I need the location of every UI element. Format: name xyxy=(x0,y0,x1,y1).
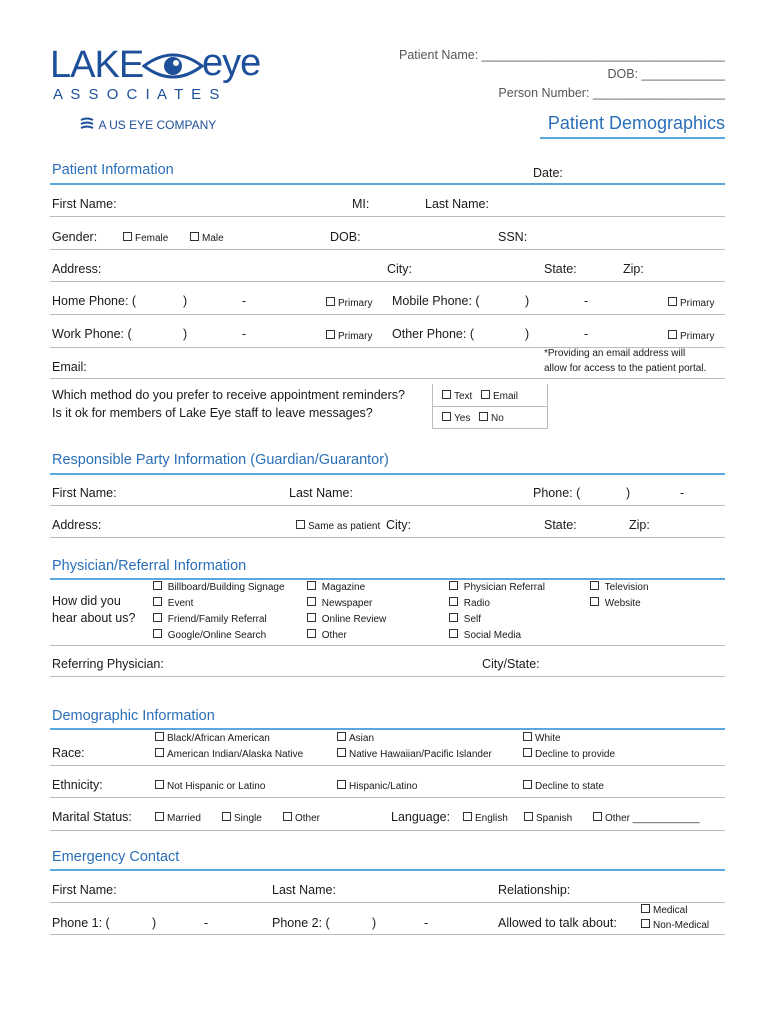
eye-logo-icon xyxy=(142,50,204,82)
email-note-line2: allow for access to the patient portal. xyxy=(544,363,707,374)
home-primary-checkbox[interactable]: Primary xyxy=(326,297,372,309)
option-self[interactable]: Self xyxy=(449,613,481,625)
ec-last-name-label[interactable]: Last Name: xyxy=(272,883,336,897)
logo-subtitle: A S S O C I A T E S xyxy=(53,86,222,103)
rp-first-name-label[interactable]: First Name: xyxy=(52,486,117,500)
other-phone-label[interactable]: Other Phone: ( xyxy=(392,327,474,341)
checkbox-icon xyxy=(123,232,132,241)
patient-name-field[interactable]: Patient Name: ___________________________________ xyxy=(399,48,725,62)
option-online-review[interactable]: Online Review xyxy=(307,613,386,625)
ec-phone2-label[interactable]: Phone 2: ( xyxy=(272,916,330,930)
ethnicity-label: Ethnicity: xyxy=(52,778,103,792)
checkbox-icon xyxy=(641,919,650,928)
checkbox-icon xyxy=(190,232,199,241)
section-physician-referral: Physician/Referral Information xyxy=(52,558,247,574)
checkbox-icon xyxy=(283,812,292,821)
how-heard-label-1: How did you xyxy=(52,594,121,608)
other-phone-dash: - xyxy=(584,327,589,341)
rp-phone-label[interactable]: Phone: ( xyxy=(533,486,581,500)
marital-married[interactable]: Married xyxy=(155,812,201,824)
rp-city-label[interactable]: City: xyxy=(386,518,411,532)
female-checkbox[interactable]: Female xyxy=(123,232,168,244)
mobile-phone-paren: ) xyxy=(525,294,530,308)
checkbox-icon xyxy=(296,520,305,529)
first-name-label[interactable]: First Name: xyxy=(52,197,117,211)
checkbox-icon xyxy=(523,748,532,757)
checkbox-icon xyxy=(668,297,677,306)
home-phone-paren: ) xyxy=(183,294,188,308)
checkbox-icon xyxy=(523,732,532,741)
state-label[interactable]: State: xyxy=(544,262,577,276)
checkbox-icon xyxy=(155,748,164,757)
home-phone-label[interactable]: Home Phone: ( xyxy=(52,294,137,308)
ethnicity-decline[interactable]: Decline to state xyxy=(523,780,604,792)
email-label[interactable]: Email: xyxy=(52,360,87,374)
ssn-label[interactable]: SSN: xyxy=(498,230,528,244)
checkbox-icon xyxy=(155,812,164,821)
checkbox-icon xyxy=(668,330,677,339)
title-rule xyxy=(540,137,725,139)
option-radio[interactable]: Radio xyxy=(449,597,490,609)
checkbox-icon xyxy=(463,812,472,821)
other-phone-paren: ) xyxy=(525,327,530,341)
rp-phone-paren: ) xyxy=(626,486,631,500)
ethnicity-not-hispanic[interactable]: Not Hispanic or Latino xyxy=(155,780,265,792)
work-phone-paren: ) xyxy=(183,327,188,341)
yes-checkbox[interactable]: Yes xyxy=(442,412,470,424)
checkbox-icon xyxy=(337,748,346,757)
option-google[interactable]: Google/Online Search xyxy=(153,629,266,641)
checkbox-icon xyxy=(153,597,162,606)
work-phone-dash: - xyxy=(242,327,247,341)
checkbox-icon xyxy=(449,581,458,590)
marital-status-label: Marital Status: xyxy=(52,810,132,824)
allowed-non-medical-checkbox[interactable]: Non-Medical xyxy=(641,919,709,931)
checkbox-icon xyxy=(442,390,451,399)
rp-state-label[interactable]: State: xyxy=(544,518,577,532)
option-magazine[interactable]: Magazine xyxy=(307,581,365,593)
checkbox-icon xyxy=(153,629,162,638)
checkbox-icon xyxy=(641,904,650,913)
option-website[interactable]: Website xyxy=(590,597,641,609)
checkbox-icon xyxy=(449,629,458,638)
checkbox-icon xyxy=(524,812,533,821)
checkbox-icon xyxy=(523,780,532,789)
ec-phone2-dash: - xyxy=(424,916,429,930)
referring-physician-label[interactable]: Referring Physician: xyxy=(52,657,164,671)
ec-phone1-dash: - xyxy=(204,916,209,930)
email-checkbox[interactable]: Email xyxy=(481,390,518,402)
ec-phone1-paren: ) xyxy=(152,916,157,930)
checkbox-icon xyxy=(479,412,488,421)
checkbox-icon xyxy=(307,597,316,606)
option-billboard[interactable]: Billboard/Building Signage xyxy=(153,581,285,593)
language-label: Language: xyxy=(391,810,451,824)
rp-phone-dash: - xyxy=(680,486,685,500)
ec-first-name-label[interactable]: First Name: xyxy=(52,883,117,897)
option-television[interactable]: Television xyxy=(590,581,649,593)
checkbox-icon xyxy=(590,597,599,606)
rp-zip-label[interactable]: Zip: xyxy=(629,518,650,532)
page-title: Patient Demographics xyxy=(547,113,725,133)
checkbox-icon xyxy=(449,597,458,606)
section-emergency-contact: Emergency Contact xyxy=(52,849,180,865)
same-as-patient-checkbox[interactable]: Same as patient xyxy=(296,520,380,532)
checkbox-icon xyxy=(155,732,164,741)
email-note-line1: *Providing an email address will xyxy=(544,348,686,359)
ec-relationship-label[interactable]: Relationship: xyxy=(498,883,571,897)
checkbox-icon xyxy=(337,732,346,741)
city-label[interactable]: City: xyxy=(387,262,412,276)
no-checkbox[interactable]: No xyxy=(479,412,504,424)
address-label[interactable]: Address: xyxy=(52,262,102,276)
checkbox-icon xyxy=(153,613,162,622)
checkbox-icon xyxy=(449,613,458,622)
checkbox-icon xyxy=(307,613,316,622)
work-primary-checkbox[interactable]: Primary xyxy=(326,330,372,342)
language-other[interactable]: Other ____________ xyxy=(593,812,700,824)
male-checkbox[interactable]: Male xyxy=(190,232,224,244)
checkbox-icon xyxy=(307,581,316,590)
section-patient-info: Patient Information xyxy=(52,162,174,178)
mobile-primary-checkbox[interactable]: Primary xyxy=(668,297,714,309)
marital-single[interactable]: Single xyxy=(222,812,262,824)
allowed-medical-checkbox[interactable]: Medical xyxy=(641,904,687,916)
option-newspaper[interactable]: Newspaper xyxy=(307,597,372,609)
section-demographic: Demographic Information xyxy=(52,708,215,724)
option-friend-family[interactable]: Friend/Family Referral xyxy=(153,613,267,625)
option-event[interactable]: Event xyxy=(153,597,193,609)
logo-word-right: eye xyxy=(202,42,261,84)
race-label: Race: xyxy=(52,746,85,760)
checkbox-icon xyxy=(155,780,164,789)
logo-tagline xyxy=(80,116,216,134)
city-state-label[interactable]: City/State: xyxy=(482,657,540,671)
language-spanish[interactable]: Spanish xyxy=(524,812,572,824)
dob-field-top[interactable]: DOB: ____________ xyxy=(607,67,725,81)
zip-label[interactable]: Zip: xyxy=(623,262,644,276)
race-black[interactable]: Black/African American xyxy=(155,732,270,744)
allowed-to-talk-label: Allowed to talk about: xyxy=(498,916,617,930)
option-social-media[interactable]: Social Media xyxy=(449,629,521,641)
checkbox-icon xyxy=(153,581,162,590)
checkbox-icon xyxy=(481,390,490,399)
ethnicity-hispanic[interactable]: Hispanic/Latino xyxy=(337,780,417,792)
checkbox-icon xyxy=(326,297,335,306)
mobile-phone-dash: - xyxy=(584,294,589,308)
option-other[interactable]: Other xyxy=(307,629,347,641)
checkbox-icon xyxy=(590,581,599,590)
checkbox-icon xyxy=(337,780,346,789)
mi-label[interactable]: MI: xyxy=(352,197,370,211)
race-white[interactable]: White xyxy=(523,732,561,744)
work-phone-label[interactable]: Work Phone: ( xyxy=(52,327,132,341)
us-eye-logo-icon xyxy=(80,117,94,131)
race-native-hawaiian[interactable]: Native Hawaiian/Pacific Islander xyxy=(337,748,492,760)
leave-message-question: Is it ok for members of Lake Eye staff to leave messages? xyxy=(52,406,373,420)
race-american-indian[interactable]: American Indian/Alaska Native xyxy=(155,748,303,760)
section-responsible-party: Responsible Party Information (Guardian/Guarantor) xyxy=(52,452,389,468)
logo-word-left: LAKE xyxy=(50,44,144,86)
checkbox-icon xyxy=(593,812,602,821)
marital-other[interactable]: Other xyxy=(283,812,320,824)
text-checkbox[interactable]: Text xyxy=(442,390,472,402)
how-heard-label-2: hear about us? xyxy=(52,611,136,625)
last-name-label[interactable]: Last Name: xyxy=(425,197,489,211)
mobile-phone-label[interactable]: Mobile Phone: ( xyxy=(392,294,480,308)
ec-phone1-label[interactable]: Phone 1: ( xyxy=(52,916,110,930)
date-label[interactable]: Date: xyxy=(533,166,563,180)
dob-label[interactable]: DOB: xyxy=(330,230,361,244)
ec-phone2-paren: ) xyxy=(372,916,377,930)
home-phone-dash: - xyxy=(242,294,247,308)
language-english[interactable]: English xyxy=(463,812,508,824)
checkbox-icon xyxy=(442,412,451,421)
rp-last-name-label[interactable]: Last Name: xyxy=(289,486,353,500)
tagline-text: A US EYE COMPANY xyxy=(98,118,217,132)
race-asian[interactable]: Asian xyxy=(337,732,374,744)
checkbox-icon xyxy=(326,330,335,339)
other-primary-checkbox[interactable]: Primary xyxy=(668,330,714,342)
race-decline[interactable]: Decline to provide xyxy=(523,748,615,760)
reminder-question: Which method do you prefer to receive appointment reminders? xyxy=(52,388,405,402)
checkbox-icon xyxy=(222,812,231,821)
rp-address-label[interactable]: Address: xyxy=(52,518,102,532)
patient-info-rule xyxy=(50,183,725,185)
logo xyxy=(50,44,265,104)
option-physician-referral[interactable]: Physician Referral xyxy=(449,581,545,593)
person-number-field[interactable]: Person Number: ___________________ xyxy=(498,86,725,100)
checkbox-icon xyxy=(307,629,316,638)
gender-label: Gender: xyxy=(52,230,98,244)
